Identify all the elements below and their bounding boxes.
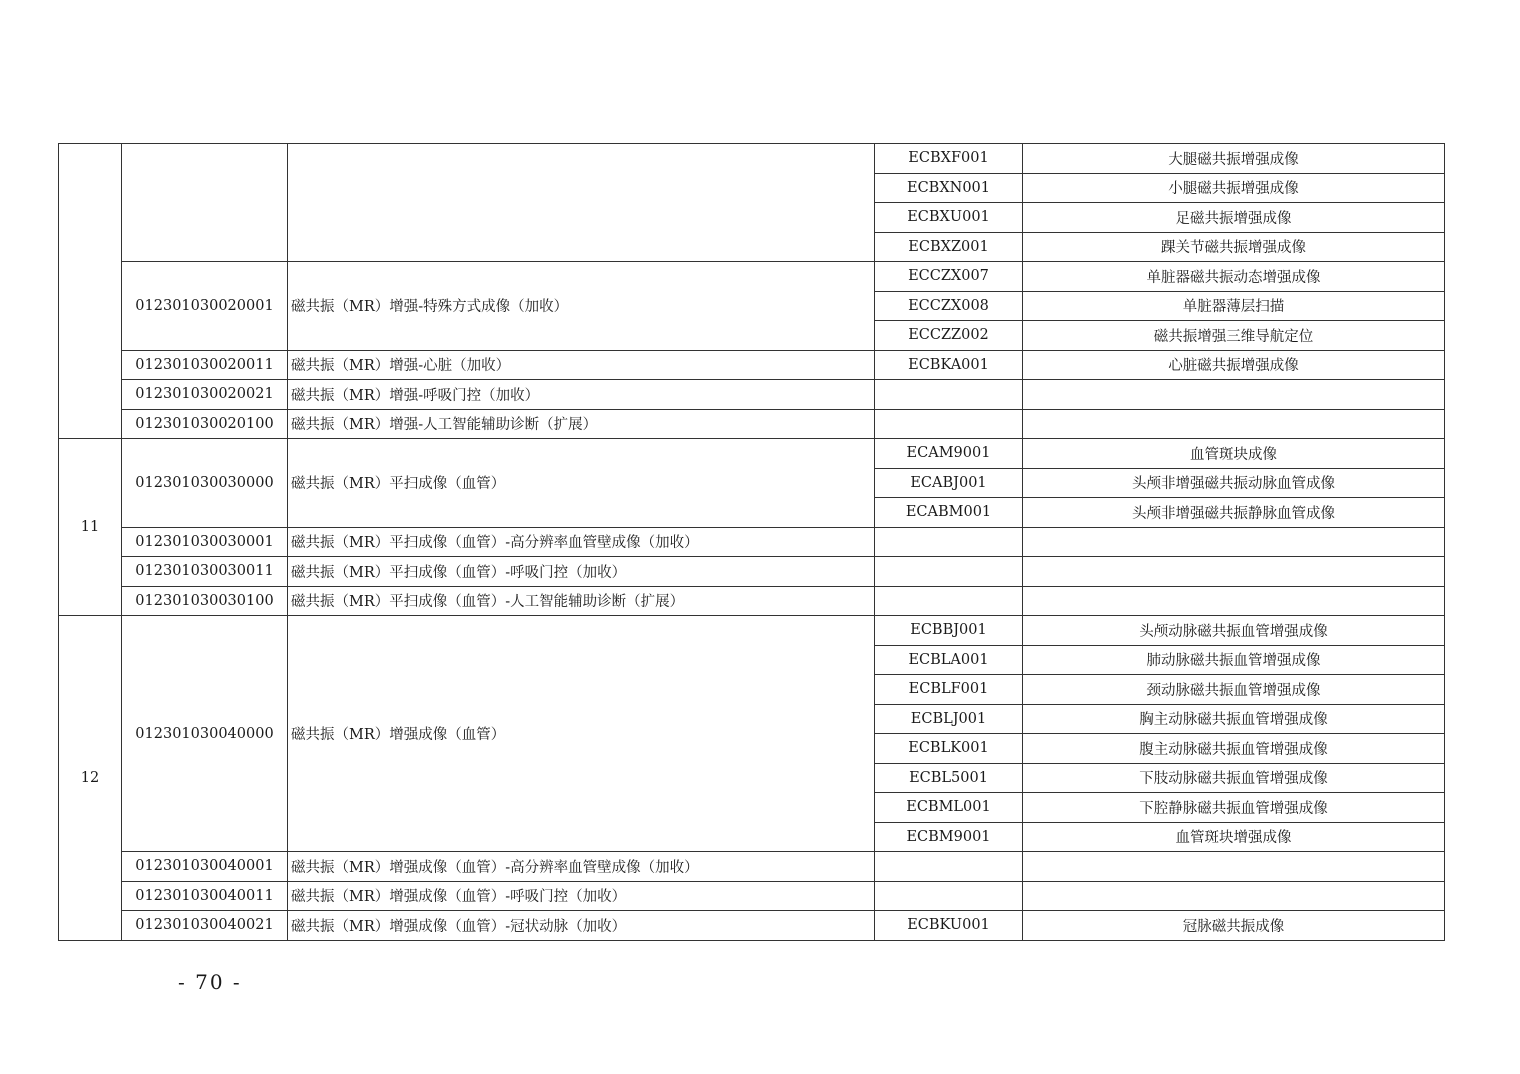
- item-code-cell: 012301030020011: [122, 350, 288, 380]
- table-row: [59, 380, 1445, 410]
- sub-code-cell: ECBLJ001: [875, 704, 1023, 734]
- sub-name-cell: 头颅非增强磁共振动脉血管成像: [1023, 468, 1445, 498]
- sub-name-cell: 颈动脉磁共振血管增强成像: [1023, 675, 1445, 705]
- table-row: [59, 586, 1445, 616]
- sub-code-cell: ECBML001: [875, 793, 1023, 823]
- sub-code-cell: [875, 409, 1023, 439]
- table-row: [59, 439, 1445, 469]
- sub-name-cell: 血管斑块成像: [1023, 439, 1445, 469]
- sub-name-cell: 单脏器磁共振动态增强成像: [1023, 262, 1445, 292]
- sub-name-cell: 下肢动脉磁共振血管增强成像: [1023, 763, 1445, 793]
- item-name-cell: 磁共振（MR）增强成像（血管）-呼吸门控（加收）: [288, 881, 875, 911]
- sub-name-cell: [1023, 881, 1445, 911]
- sub-name-cell: 踝关节磁共振增强成像: [1023, 232, 1445, 262]
- sub-name-cell: 磁共振增强三维导航定位: [1023, 321, 1445, 351]
- sub-code-cell: ECBBJ001: [875, 616, 1023, 646]
- sub-code-cell: ECABJ001: [875, 468, 1023, 498]
- item-name-cell: 磁共振（MR）平扫成像（血管）: [288, 439, 875, 528]
- sub-code-cell: ECBL5001: [875, 763, 1023, 793]
- sub-code-cell: ECBXN001: [875, 173, 1023, 203]
- sub-name-cell: 头颅动脉磁共振血管增强成像: [1023, 616, 1445, 646]
- sub-code-cell: ECCZX008: [875, 291, 1023, 321]
- item-name-cell: 磁共振（MR）平扫成像（血管）-人工智能辅助诊断（扩展）: [288, 586, 875, 616]
- item-code-cell: 012301030030011: [122, 557, 288, 587]
- item-name-cell: 磁共振（MR）增强-心脏（加收）: [288, 350, 875, 380]
- serial-cell: 11: [59, 439, 122, 616]
- document-table: [58, 143, 1445, 941]
- serial-cell: 12: [59, 616, 122, 941]
- sub-code-cell: [875, 586, 1023, 616]
- sub-name-cell: 单脏器薄层扫描: [1023, 291, 1445, 321]
- sub-name-cell: [1023, 380, 1445, 410]
- sub-name-cell: [1023, 527, 1445, 557]
- item-name-cell: 磁共振（MR）增强-特殊方式成像（加收）: [288, 262, 875, 351]
- sub-code-cell: ECAM9001: [875, 439, 1023, 469]
- sub-code-cell: ECCZX007: [875, 262, 1023, 292]
- sub-name-cell: 腹主动脉磁共振血管增强成像: [1023, 734, 1445, 764]
- item-name-cell: [288, 144, 875, 262]
- sub-name-cell: 头颅非增强磁共振静脉血管成像: [1023, 498, 1445, 528]
- table-row: [59, 616, 1445, 646]
- table-row: [59, 350, 1445, 380]
- sub-name-cell: 心脏磁共振增强成像: [1023, 350, 1445, 380]
- item-code-cell: 012301030020021: [122, 380, 288, 410]
- table-row: [59, 262, 1445, 292]
- item-code-cell: 012301030040001: [122, 852, 288, 882]
- item-code-cell: 012301030030000: [122, 439, 288, 528]
- sub-name-cell: 下腔静脉磁共振血管增强成像: [1023, 793, 1445, 823]
- sub-code-cell: ECCZZ002: [875, 321, 1023, 351]
- item-code-cell: [122, 144, 288, 262]
- item-code-cell: 012301030030001: [122, 527, 288, 557]
- sub-code-cell: ECBKA001: [875, 350, 1023, 380]
- item-code-cell: 012301030020001: [122, 262, 288, 351]
- item-code-cell: 012301030020100: [122, 409, 288, 439]
- sub-name-cell: 冠脉磁共振成像: [1023, 911, 1445, 941]
- table-row: [59, 527, 1445, 557]
- page-number: - 70 -: [178, 970, 242, 994]
- item-name-cell: 磁共振（MR）增强成像（血管）: [288, 616, 875, 852]
- item-code-cell: 012301030040021: [122, 911, 288, 941]
- table-row: [59, 144, 1445, 174]
- item-code-cell: 012301030040000: [122, 616, 288, 852]
- sub-code-cell: ECBXU001: [875, 203, 1023, 233]
- table-row: [59, 881, 1445, 911]
- sub-name-cell: 肺动脉磁共振血管增强成像: [1023, 645, 1445, 675]
- sub-code-cell: [875, 881, 1023, 911]
- item-code-cell: 012301030030100: [122, 586, 288, 616]
- table-row: [59, 557, 1445, 587]
- sub-code-cell: ECBLA001: [875, 645, 1023, 675]
- sub-name-cell: [1023, 586, 1445, 616]
- sub-name-cell: 血管斑块增强成像: [1023, 822, 1445, 852]
- item-name-cell: 磁共振（MR）增强-人工智能辅助诊断（扩展）: [288, 409, 875, 439]
- table-row: [59, 911, 1445, 941]
- item-name-cell: 磁共振（MR）平扫成像（血管）-呼吸门控（加收）: [288, 557, 875, 587]
- sub-code-cell: ECBM9001: [875, 822, 1023, 852]
- sub-code-cell: ECBXZ001: [875, 232, 1023, 262]
- item-name-cell: 磁共振（MR）增强成像（血管）-冠状动脉（加收）: [288, 911, 875, 941]
- sub-name-cell: [1023, 409, 1445, 439]
- sub-code-cell: [875, 380, 1023, 410]
- sub-code-cell: ECBLK001: [875, 734, 1023, 764]
- sub-name-cell: 足磁共振增强成像: [1023, 203, 1445, 233]
- sub-name-cell: 胸主动脉磁共振血管增强成像: [1023, 704, 1445, 734]
- item-name-cell: 磁共振（MR）增强-呼吸门控（加收）: [288, 380, 875, 410]
- sub-code-cell: [875, 852, 1023, 882]
- sub-code-cell: ECBXF001: [875, 144, 1023, 174]
- table-row: [59, 852, 1445, 882]
- sub-code-cell: ECBKU001: [875, 911, 1023, 941]
- item-name-cell: 磁共振（MR）增强成像（血管）-高分辨率血管壁成像（加收）: [288, 852, 875, 882]
- item-name-cell: 磁共振（MR）平扫成像（血管）-高分辨率血管壁成像（加收）: [288, 527, 875, 557]
- sub-name-cell: [1023, 852, 1445, 882]
- sub-code-cell: ECBLF001: [875, 675, 1023, 705]
- table-row: [59, 409, 1445, 439]
- sub-code-cell: [875, 527, 1023, 557]
- sub-code-cell: [875, 557, 1023, 587]
- item-code-cell: 012301030040011: [122, 881, 288, 911]
- sub-name-cell: [1023, 557, 1445, 587]
- sub-code-cell: ECABM001: [875, 498, 1023, 528]
- sub-name-cell: 小腿磁共振增强成像: [1023, 173, 1445, 203]
- serial-cell: [59, 144, 122, 439]
- sub-name-cell: 大腿磁共振增强成像: [1023, 144, 1445, 174]
